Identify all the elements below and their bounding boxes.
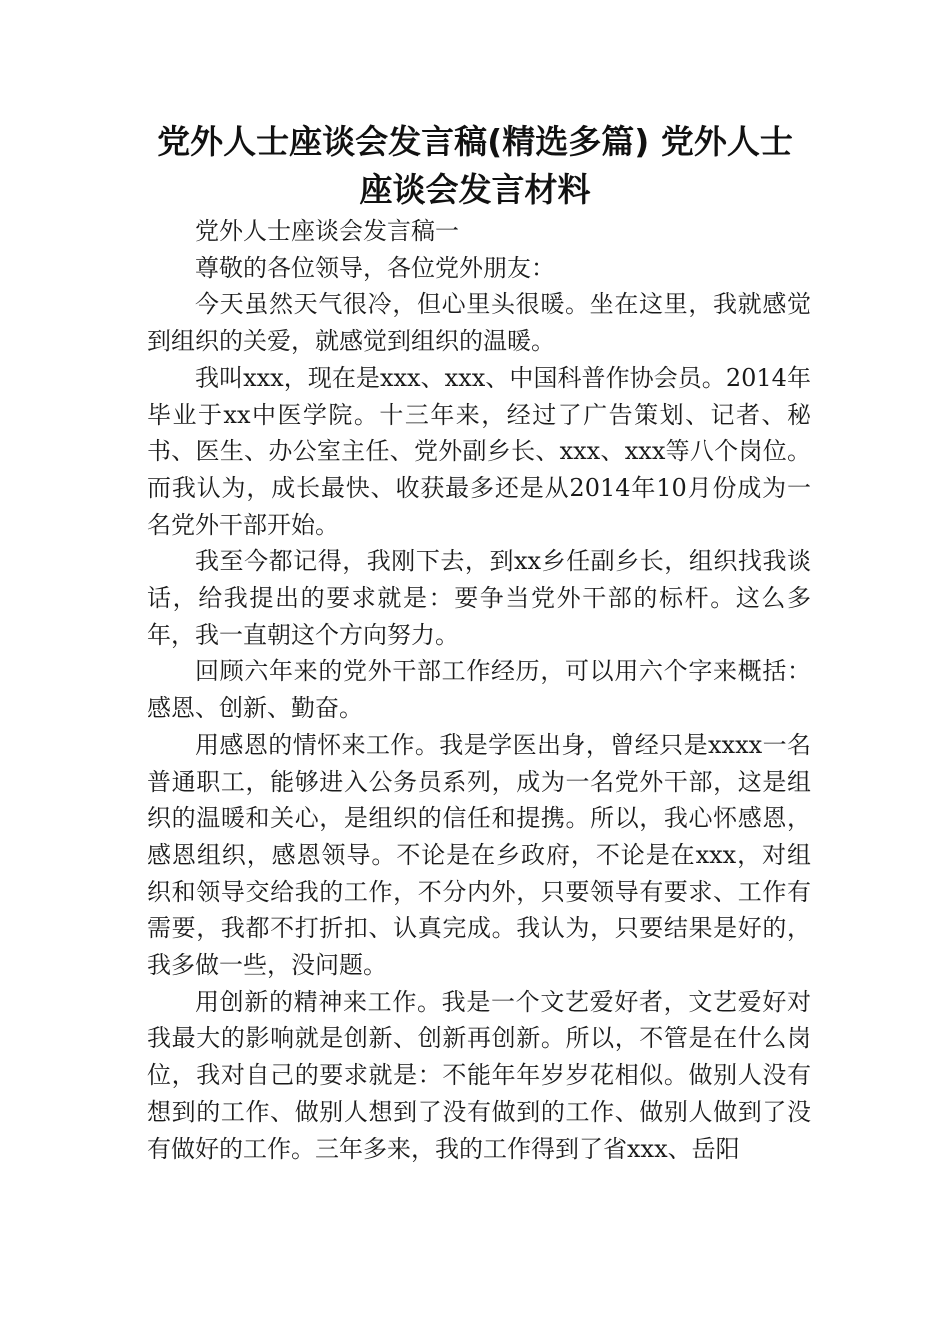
paragraph: 回顾六年来的党外干部工作经历，可以用六个字来概括：感恩、创新、勤奋。 <box>147 657 811 723</box>
document-title <box>100 118 850 214</box>
paragraph-heading: 党外人士座谈会发言稿一 <box>195 217 459 245</box>
title-line-2: 座谈会发言材料 <box>359 170 591 209</box>
paragraph: 用创新的精神来工作。我是一个文艺爱好者，文艺爱好对我最大的影响就是创新、创新再创新。所以，不管是在什么岗位，我对自己的要求就是：不能年年岁岁花相似。做别人没有想到的工作、做别人想到了没有做到的工作、做别人做到了没有做好的工作。三年多来，我的工作得到了省xxx、岳阳 <box>147 987 811 1163</box>
paragraph: 用感恩的情怀来工作。我是学医出身，曾经只是xxxx一名普通职工，能够进入公务员系列，成为一名党外干部，这是组织的温暖和关心，是组织的信任和提携。所以，我心怀感恩，感恩组织，感恩领导。不论是在乡政府，不论是在xxx，对组织和领导交给我的工作，不分内外，只要领导有要求、工作有需要，我都不打折扣、认真完成。我认为，只要结果是好的，我多做一些，没问题。 <box>147 730 811 980</box>
paragraph: 我叫xxx，现在是xxx、xxx、中国科普作协会员。2014年毕业于xx中医学院。十三年来，经过了广告策划、记者、秘书、医生、办公室主任、党外副乡长、xxx、xxx等八个岗位。而我认为，成长最快、收获最多还是从2014年10月份成为一名党外干部开始。 <box>147 363 811 539</box>
paragraph: 我至今都记得，我刚下去，到xx乡任副乡长，组织找我谈话，给我提出的要求就是：要争当党外干部的标杆。这么多年，我一直朝这个方向努力。 <box>147 547 811 649</box>
title-line-1: 党外人士座谈会发言稿(精选多篇) 党外人士 <box>157 122 793 161</box>
paragraph: 今天虽然天气很冷，但心里头很暖。坐在这里，我就感觉到组织的关爱，就感觉到组织的温暖。 <box>147 290 811 356</box>
paragraph-salutation: 尊敬的各位领导，各位党外朋友： <box>195 253 555 282</box>
document-body <box>147 213 811 1167</box>
